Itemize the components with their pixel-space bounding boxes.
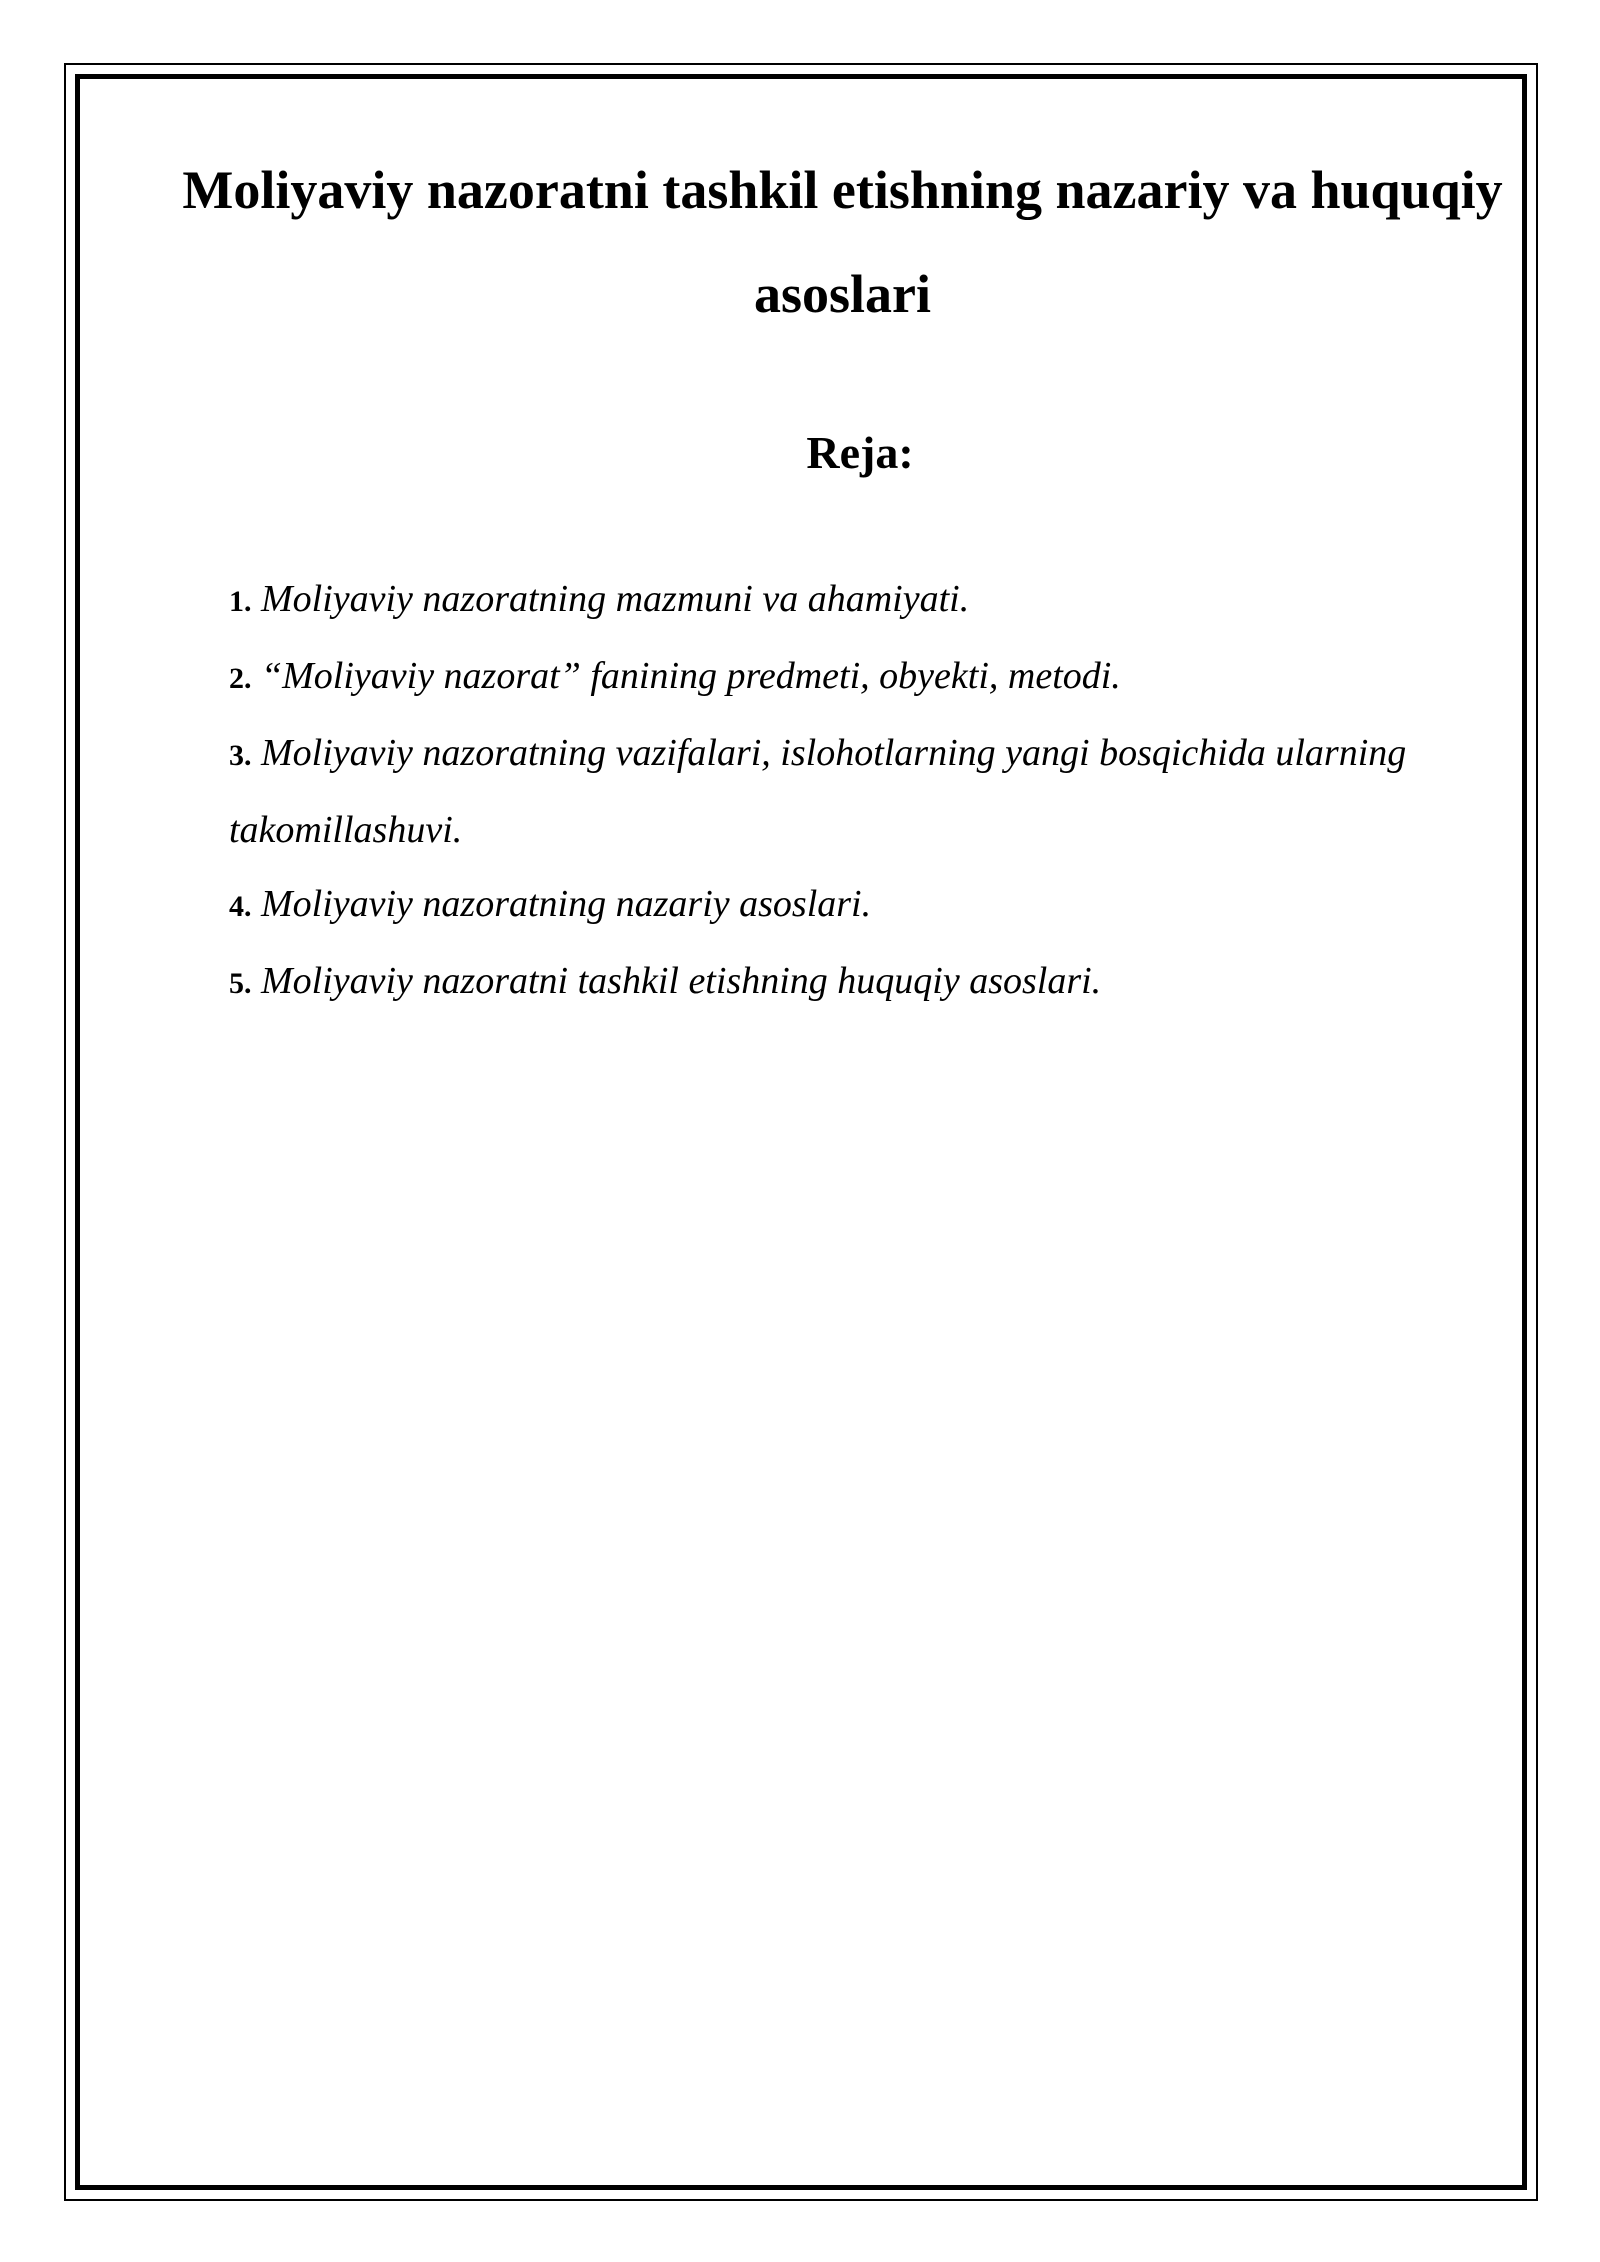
document-title: Moliyaviy nazoratni tashkil etishning nazariy va huquqiy asoslari [182, 160, 1503, 324]
plan-item-3 [229, 716, 1419, 867]
plan-list [229, 562, 1419, 1021]
plan-item-5 [229, 944, 1419, 1021]
plan-item-number: 4. [229, 890, 252, 923]
plan-item-text: “Moliyaviy nazorat” fanining predmeti, obyekti, metodi. [261, 655, 1121, 697]
plan-item-1 [229, 562, 1419, 639]
plan-item-text: Moliyaviy nazoratni tashkil etishning huquqiy asoslari. [261, 960, 1102, 1002]
plan-item-2 [229, 639, 1419, 716]
page-border-inner [75, 74, 1527, 2190]
plan-item-number: 1. [229, 585, 252, 618]
plan-item-text: Moliyaviy nazoratning vazifalari, islohotlarning yangi bosqichida ularning takomillashuvi. [229, 732, 1407, 851]
plan-item-4 [229, 867, 1419, 944]
plan-item-text: Moliyaviy nazoratning mazmuni va ahamiyati. [261, 578, 970, 620]
plan-item-text: Moliyaviy nazoratning nazariy asoslari. [261, 883, 872, 925]
plan-item-number: 2. [229, 662, 252, 695]
plan-item-number: 5. [229, 967, 252, 1000]
plan-item-number: 3. [229, 739, 252, 772]
plan-heading: Reja: [806, 427, 914, 478]
